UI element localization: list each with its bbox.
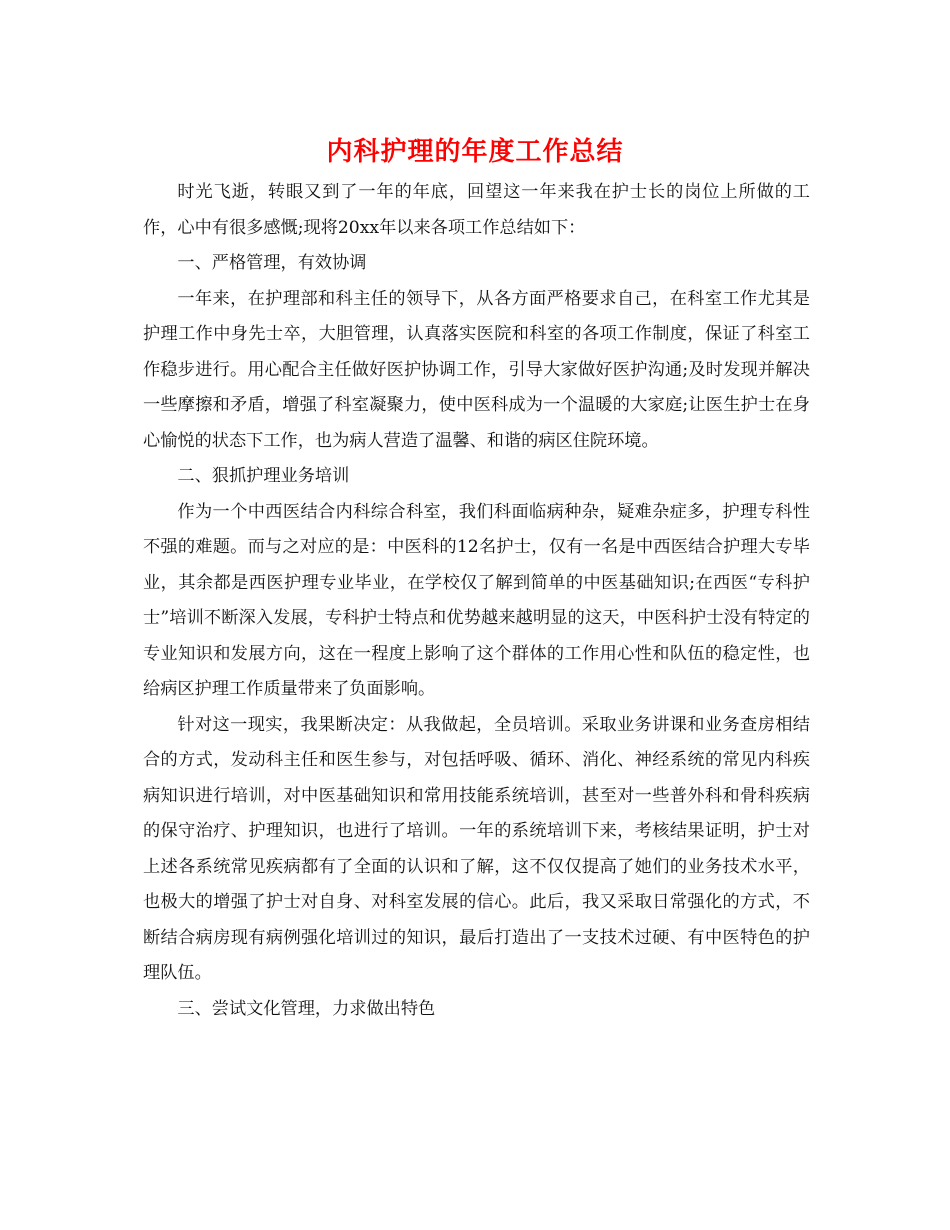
document-body <box>143 175 810 1027</box>
section-heading-1: 一、严格管理，有效协调 <box>177 253 367 273</box>
paragraph-section-2a: 作为一个中西医结合内科综合科室，我们科面临病种杂，疑难杂症多，护理专科性不强的难题。而与之对应的是：中医科的12名护士，仅有一名是中西医结合护理大专毕业，其余都是西医护理专业毕业，在学校仅了解到简单的中医基础知识;在西医“专科护士”培训不断深入发展，专科护士特点和优势越来越明显的这天，中医科护士没有特定的专业知识和发展方向，这在一程度上影响了这个群体的工作用心性和队伍的稳定性，也给病区护理工作质量带来了负面影响。 <box>143 501 810 699</box>
paragraph-section-2b: 针对这一现实，我果断决定：从我做起，全员培训。采取业务讲课和业务查房相结合的方式，发动科主任和医生参与，对包括呼吸、循环、消化、神经系统的常见内科疾病知识进行培训，对中医基础知识和常用技能系统培训，甚至对一些普外科和骨科疾病的保守治疗、护理知识，也进行了培训。一年的系统培训下来，考核结果证明，护士对上述各系统常见疾病都有了全面的认识和了解，这不仅仅提高了她们的业务技术水平，也极大的增强了护士对自身、对科室发展的信心。此后，我又采取日常强化的方式，不断结合病房现有病例强化培训过的知识，最后打造出了一支技术过硬、有中医特色的护理队伍。 <box>143 714 810 983</box>
paragraph-section-1: 一年来，在护理部和科主任的领导下，从各方面严格要求自己，在科室工作尤其是护理工作中身先士卒，大胆管理，认真落实医院和科室的各项工作制度，保证了科室工作稳步进行。用心配合主任做好医护协调工作，引导大家做好医护沟通;及时发现并解决一些摩擦和矛盾，增强了科室凝聚力，使中医科成为一个温暖的大家庭;让医生护士在身心愉悦的状态下工作，也为病人营造了温馨、和谐的病区住院环境。 <box>143 288 810 451</box>
section-heading-2: 二、狠抓护理业务培训 <box>177 466 350 486</box>
section-heading-3: 三、尝试文化管理，力求做出特色 <box>177 998 436 1019</box>
document-title: 内科护理的年度工作总结 <box>326 137 624 167</box>
paragraph-intro: 时光飞逝，转眼又到了一年的年底，回望这一年来我在护士长的岗位上所做的工作，心中有很多感慨;现将20xx年以来各项工作总结如下： <box>143 182 810 238</box>
